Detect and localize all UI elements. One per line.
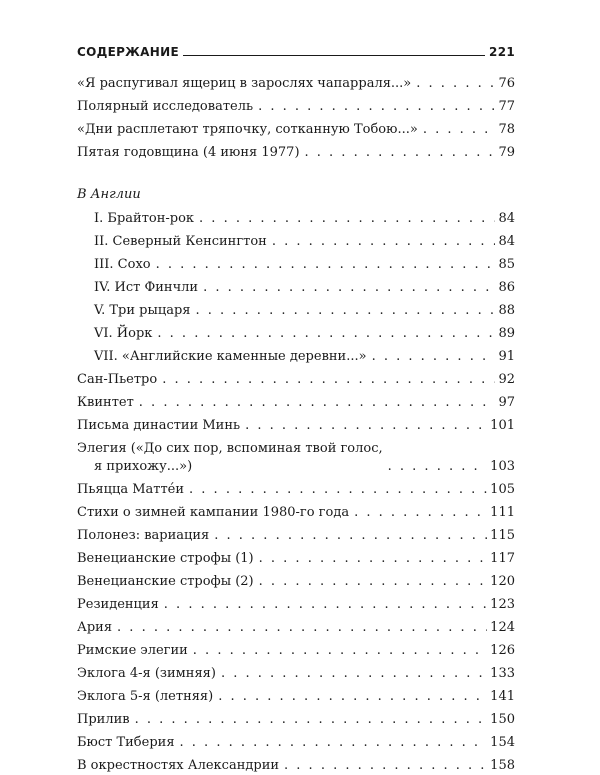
toc-entry[interactable] [77,121,515,139]
entry-title-line-1: Элегия («До сих пор, вспоминая твой голос, [77,441,383,456]
entry-page: 89 [498,326,515,341]
entry-page: 86 [498,280,515,295]
entry-page: 141 [490,689,515,704]
leader-dots [203,279,495,297]
entry-title [77,440,383,476]
entry-title: Эклога 4-я (зимняя) [77,666,216,681]
entry-page: 111 [490,505,515,520]
leader-dots [259,573,488,591]
leader-dots [245,417,487,435]
entry-title: Венецианские строфы (2) [77,574,254,589]
table-of-contents [77,75,515,775]
leader-dots [388,458,488,476]
leader-dots [423,121,496,139]
entry-title: «Я распугивал ящериц в зарослях чапарраля...» [77,76,412,91]
toc-sub-entry[interactable] [77,325,515,343]
entry-page: 126 [490,643,515,658]
leader-dots [221,665,487,683]
toc-entry[interactable] [77,75,515,93]
toc-entry[interactable] [77,394,515,412]
toc-entry[interactable] [77,504,515,522]
toc-sub-entry[interactable] [77,348,515,366]
leader-dots [259,550,488,568]
entry-page: 79 [498,145,515,160]
leader-dots [372,348,496,366]
entry-title: Резиденция [77,597,159,612]
entry-title: V. Три рыцаря [94,303,191,318]
toc-entry[interactable] [77,688,515,706]
running-header [77,41,515,59]
leader-dots [416,75,495,93]
leader-dots [195,302,495,320]
leader-dots [193,642,487,660]
header-title: СОДЕРЖАНИЕ [77,45,179,59]
toc-sub-entry[interactable] [77,279,515,297]
entry-title: Пьяцца Маттéи [77,482,185,497]
entry-title: Эклога 5-я (летняя) [77,689,214,704]
entry-page: 76 [498,76,515,91]
leader-dots [117,619,487,637]
leader-dots [272,233,496,251]
entry-title: Письма династии Минь [77,418,241,433]
entry-title: Римские элегии [77,643,188,658]
entry-title: «Дни расплетают тряпочку, сотканную Тобою...» [77,122,418,137]
toc-entry[interactable] [77,734,515,752]
toc-entry[interactable] [77,550,515,568]
entry-page: 77 [498,99,515,114]
entry-page: 84 [498,234,515,249]
leader-dots [162,371,495,389]
entry-page: 88 [498,303,515,318]
entry-page: 91 [498,349,515,364]
entry-page: 78 [498,122,515,137]
entry-title: Ария [77,620,113,635]
leader-dots [180,734,488,752]
toc-sub-entry[interactable] [77,233,515,251]
entry-title: Квинтет [77,395,134,410]
toc-entry[interactable] [77,481,515,499]
entry-page: 103 [490,459,515,474]
entry-page: 101 [490,418,515,433]
entry-title: Полярный исследователь [77,99,254,114]
entry-title: Стихи о зимней кампании 1980-го года [77,505,350,520]
toc-entry[interactable] [77,642,515,660]
entry-title: Прилив [77,712,130,727]
leader-dots [199,210,495,228]
entry-title: Полонез: вариация [77,528,210,543]
entry-title: I. Брайтон-рок [94,211,195,226]
toc-entry[interactable] [77,98,515,116]
leader-dots [305,144,496,162]
entry-page: 133 [490,666,515,681]
entry-page: 85 [498,257,515,272]
leader-dots [135,711,488,729]
toc-entry[interactable] [77,573,515,591]
entry-title: Бюст Тиберия [77,735,175,750]
leader-dots [164,596,487,614]
toc-entry[interactable] [77,371,515,389]
entry-title: II. Северный Кенсингтон [94,234,267,249]
header-page-number: 221 [489,45,515,59]
entry-title: Пятая годовщина (4 июня 1977) [77,145,300,160]
toc-entry[interactable] [77,757,515,775]
leader-dots [218,688,487,706]
toc-entry[interactable] [77,144,515,162]
toc-entry[interactable] [77,417,515,435]
toc-entry[interactable] [77,711,515,729]
leader-dots [189,481,487,499]
toc-sub-entry[interactable] [77,302,515,320]
leader-dots [156,256,496,274]
toc-entry[interactable] [77,527,515,545]
entry-page: 124 [490,620,515,635]
entry-title: В окрестностях Александрии [77,758,280,773]
entry-page: 92 [498,372,515,387]
section-heading: В Англии [77,187,141,202]
entry-title: Сан-Пьетро [77,372,158,387]
entry-page: 158 [490,758,515,773]
entry-page: 84 [498,211,515,226]
entry-title: VI. Йорк [94,326,153,341]
leader-dots [354,504,487,522]
header-rule [183,55,485,56]
leader-dots [139,394,496,412]
entry-page: 154 [490,735,515,750]
toc-entry-multiline[interactable] [77,440,515,476]
entry-page: 105 [490,482,515,497]
entry-title: IV. Ист Финчли [94,280,199,295]
leader-dots [258,98,495,116]
entry-page: 150 [490,712,515,727]
leader-dots [214,527,487,545]
entry-title: III. Сохо [94,257,151,272]
entry-title: VII. «Английские каменные деревни...» [94,349,367,364]
toc-entry[interactable] [77,619,515,637]
entry-title-line-2: я прихожу...») [94,459,193,474]
leader-dots [157,325,495,343]
leader-dots [284,757,487,775]
entry-page: 97 [498,395,515,410]
entry-page: 115 [490,528,515,543]
entry-title: Венецианские строфы (1) [77,551,254,566]
toc-entry[interactable] [77,596,515,614]
entry-page: 117 [490,551,515,566]
toc-entry[interactable] [77,665,515,683]
toc-sub-entry[interactable] [77,256,515,274]
toc-sub-entry[interactable] [77,210,515,228]
entry-page: 120 [490,574,515,589]
entry-page: 123 [490,597,515,612]
